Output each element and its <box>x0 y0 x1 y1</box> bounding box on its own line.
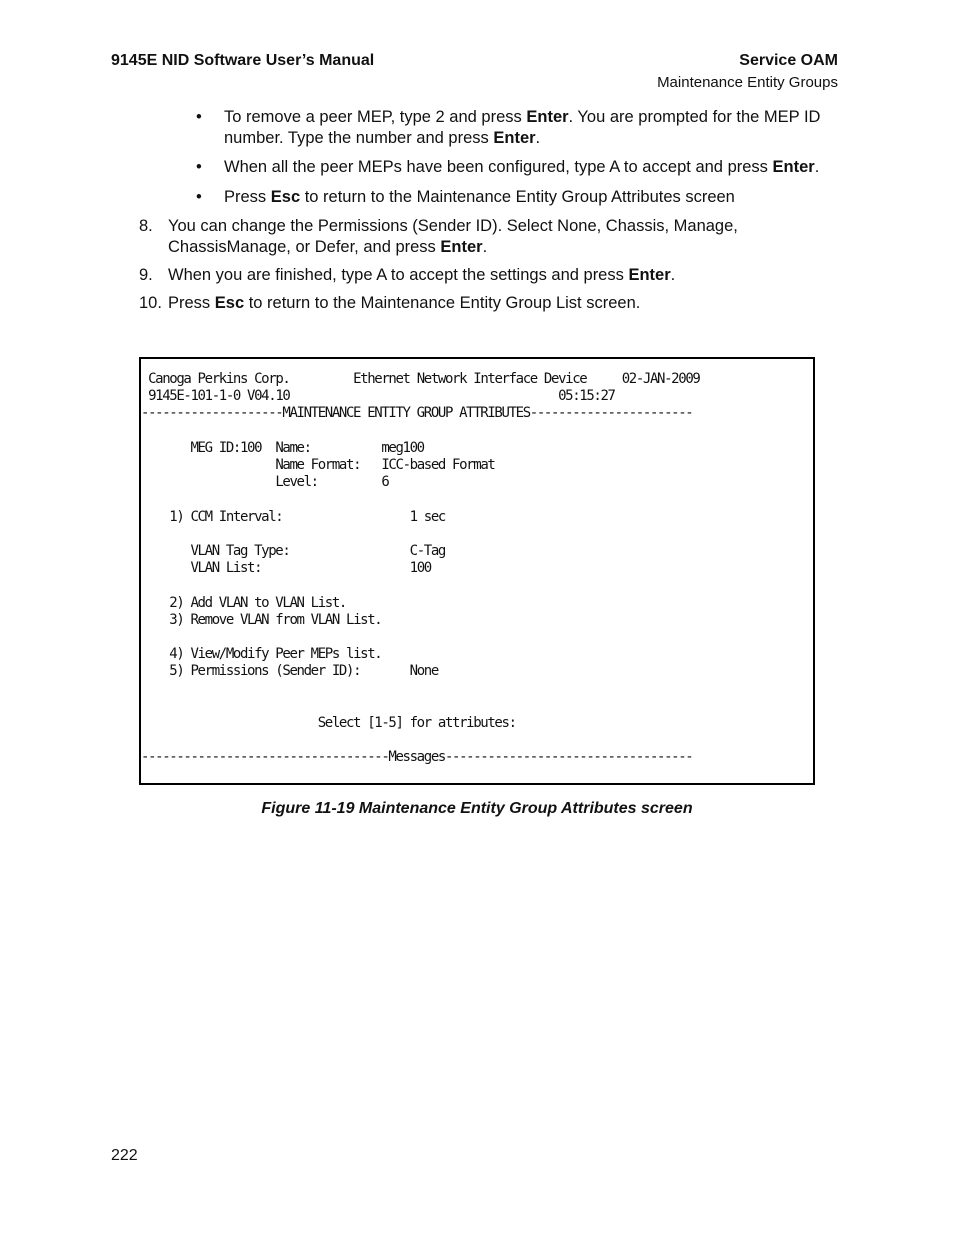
vlan-list-value: 100 <box>409 560 431 577</box>
add-vlan-option[interactable]: 2) Add VLAN to VLAN List. <box>169 594 346 611</box>
bullet-text: When all the peer MEPs have been configured, type A to accept and press Enter. <box>224 158 820 176</box>
step-number: 10. <box>139 294 162 312</box>
permissions-option[interactable]: 5) Permissions (Sender ID): <box>169 663 361 680</box>
name-value: meg100 <box>381 439 424 456</box>
step-number: 9. <box>139 266 153 284</box>
step-text: When you are finished, type A to accept the settings and press Enter. <box>168 266 676 284</box>
messages-title: Messages <box>388 749 445 766</box>
company-name: Canoga Perkins Corp. <box>148 371 290 387</box>
step-text: Press Esc to return to the Maintenance Entity Group List screen. <box>168 294 641 312</box>
bullet-text: To remove a peer MEP, type 2 and press Enter. You are prompted for the MEP ID number. Type the number and press Enter. <box>224 108 821 147</box>
screen-time: 05:15:27 <box>558 388 615 405</box>
level-label: Level: <box>275 474 318 491</box>
software-version: 9145E-101-1-0 V04.10 <box>148 388 290 405</box>
peer-meps-option[interactable]: 4) View/Modify Peer MEPs list. <box>169 646 382 663</box>
figure-caption: Figure 11-19 Maintenance Entity Group Attributes screen <box>261 800 693 817</box>
screen-title: MAINTENANCE ENTITY GROUP ATTRIBUTES <box>282 405 530 422</box>
step-text: You can change the Permissions (Sender ID). Select None, Chassis, Manage, ChassisManage, or Defer, and press Enter. <box>168 217 738 256</box>
section-title: Service OAM <box>739 52 838 69</box>
name-format-label: Name Format: <box>275 457 361 474</box>
ccm-interval-option[interactable]: 1) CCM Interval: <box>169 508 283 525</box>
selection-prompt[interactable]: Select [1-5] for attributes: <box>317 715 516 732</box>
vlan-list-label: VLAN List: <box>190 560 262 577</box>
screen-date: 02-JAN-2009 <box>621 371 700 387</box>
meg-id-label: MEG ID:100 <box>190 439 262 456</box>
page-number: 222 <box>111 1147 138 1164</box>
terminal-text: Canoga Perkins Corp. Ethernet Network Interface Device 02-JAN-2009 9145E-101-1-0 V04.10 05:15:27 --------------------MAINTENANCE ENTITY GROUP ATTRIBUTES----------------------- MEG ID:100 Name: meg100 Name Format: ICC-based Format Level: 6 1) CCM Interval: 1 sec VLAN Tag Type: C-Tag VLAN List: 100 2) Add VLAN to VLAN List. 3) Remove VLAN from VLAN List. 4) View/Modify Peer MEPs list. 5) Permissions (Sender ID): None Select [1-5] for attributes: -----------------------------------Messages----------------------------------- <box>141 371 700 766</box>
bullet-text: Press Esc to return to the Maintenance Entity Group Attributes screen <box>224 188 735 206</box>
remove-vlan-option[interactable]: 3) Remove VLAN from VLAN List. <box>169 611 382 628</box>
terminal-screen <box>139 357 815 785</box>
device-name: Ethernet Network Interface Device <box>353 371 587 387</box>
subsection-title: Maintenance Entity Groups <box>657 74 838 91</box>
vlan-tag-type-value: C-Tag <box>409 543 445 560</box>
name-label: Name: <box>275 439 311 456</box>
manual-title: 9145E NID Software User’s Manual <box>111 52 375 69</box>
level-value: 6 <box>381 474 389 491</box>
vlan-tag-type-label: VLAN Tag Type: <box>190 543 290 560</box>
permissions-value: None <box>409 663 438 680</box>
bullet-marker: • <box>196 188 202 206</box>
ccm-interval-value: 1 sec <box>409 508 445 525</box>
bullet-marker: • <box>196 108 202 126</box>
name-format-value: ICC-based Format <box>381 457 495 474</box>
step-number: 8. <box>139 217 153 235</box>
bullet-marker: • <box>196 158 202 176</box>
